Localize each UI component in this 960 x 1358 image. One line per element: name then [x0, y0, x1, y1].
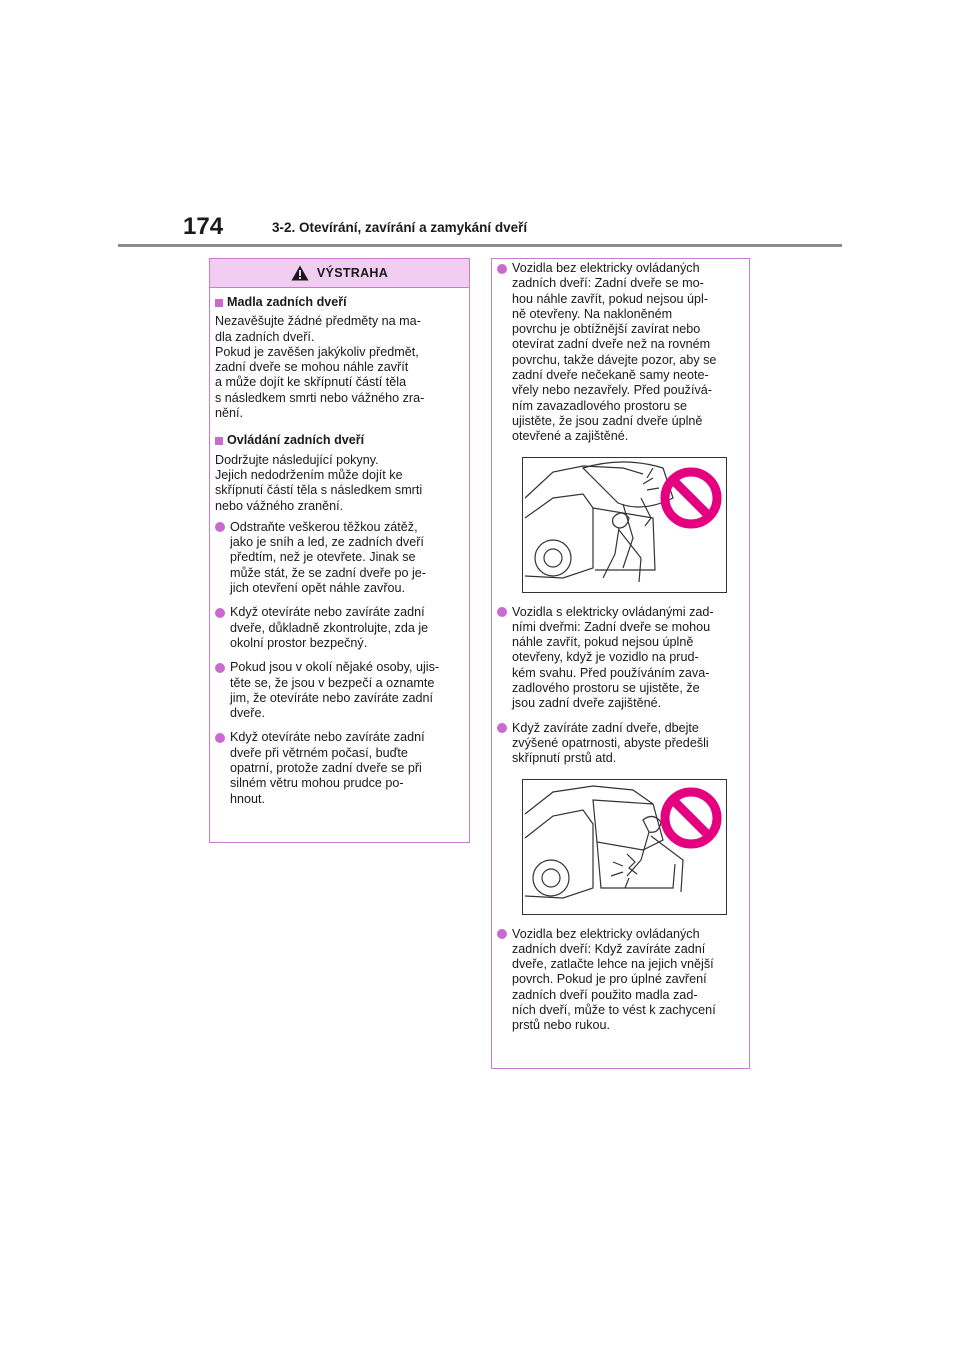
page-number: 174	[183, 213, 224, 240]
list-item	[215, 730, 464, 806]
prohibition-icon	[665, 792, 717, 844]
list-item-text: Vozidla bez elektricky ovládaných zadních dveří: Zadní dveře se mo- hou náhle zavřít, pokud nejsou úpl- ně otevřeny. Na nakloněném povrchu je obtížnější zavírat nebo otevírat zadní dveře než na rovném povrchu, takže dávejte pozor, aby se zadní dveře nečekaně samy neote- vřely nebo nezavřely. Před používá- ním zavazadlového prostoru se ujistěte, že jsou zadní dveře úplně otevřené a zajištěné.	[512, 261, 717, 444]
list-item	[497, 721, 744, 767]
round-bullet-icon	[215, 608, 225, 618]
square-bullet-icon	[215, 299, 223, 307]
list-item-text: Když zavíráte zadní dveře, dbejte zvýšené opatrnosti, abyste předešli skřípnutí prstů atd.	[512, 720, 709, 766]
round-bullet-icon	[497, 929, 507, 939]
tailgate-closing-illustration	[523, 780, 726, 914]
warning-box-left	[209, 258, 470, 843]
list-item-text: Když otevíráte nebo zavíráte zadní dveře při větrném počasí, buďte opatrní, protože zadní dveře se při silném větru mohou prudce po- hnout.	[230, 730, 425, 806]
illustration-tailgate-closing	[522, 779, 727, 915]
list-item-text: Když otevíráte nebo zavíráte zadní dveře, důkladně zkontrolujte, zda je okolní prostor bezpečný.	[230, 605, 429, 650]
section-title: 3-2. Otevírání, zavírání a zamykání dveří	[272, 220, 528, 235]
section-heading-text: Madla zadních dveří	[227, 295, 347, 309]
round-bullet-icon	[215, 522, 225, 532]
warning-triangle-icon	[291, 265, 309, 281]
list-item-text: Pokud jsou v okolí nějaké osoby, ujis- těte se, že jsou v bezpečí a oznamte jim, že otevíráte nebo zavíráte zadní dveře.	[230, 660, 440, 721]
paragraph: Nezavěšujte žádné předměty na ma- dla zadních dveří. Pokud je zavěšen jakýkoliv předmět, zadní dveře se mohou náhle zavřít a může dojít ke skřípnutí částí těla s následkem smrti nebo vážného zra- nění.	[215, 314, 425, 421]
illustration-tailgate-opening	[522, 457, 727, 593]
list-item	[497, 261, 744, 445]
list-item	[497, 927, 744, 1034]
section-heading-text: Ovládání zadních dveří	[227, 433, 365, 448]
warning-header	[210, 259, 469, 288]
list-item-text: Odstraňte veškerou těžkou zátěž, jako je sníh a led, ze zadních dveří předtím, než je otevřete. Jinak se může stát, že se zadní dveře po je- jich otevření opět náhle zavřou.	[230, 519, 427, 596]
round-bullet-icon	[497, 607, 507, 617]
list-item	[497, 605, 744, 712]
tailgate-opening-illustration	[523, 458, 726, 592]
round-bullet-icon	[497, 723, 507, 733]
list-item-text: Vozidla s elektricky ovládanými zad- ními dveřmi: Zadní dveře se mohou náhle zavřít, pokud nejsou úplně otevřeny, když je vozidlo na prud- kém svahu. Před používáním zava- zadlového prostoru se ujistěte, že jsou zadní dveře zajištěné.	[512, 604, 714, 711]
list-item	[215, 605, 464, 651]
section-heading	[215, 433, 464, 448]
list-item	[215, 520, 464, 596]
paragraph: Dodržujte následující pokyny. Jejich nedodržením může dojít ke skřípnutí částí těla s následkem smrti nebo vážného zranění.	[215, 452, 423, 513]
square-bullet-icon	[215, 437, 223, 445]
header-divider	[118, 244, 842, 247]
round-bullet-icon	[497, 264, 507, 274]
list-item	[215, 660, 464, 721]
warning-box-right	[491, 258, 750, 1069]
list-item-text: Vozidla bez elektricky ovládaných zadních dveří: Když zavíráte zadní dveře, zatlačte lehce na jejich vnější povrch. Pokud je pro úplné zavření zadních dveří použito madla zad- ních dveří, může to vést k zachycení prstů nebo rukou.	[512, 926, 716, 1033]
section-heading	[215, 295, 464, 310]
round-bullet-icon	[215, 663, 225, 673]
round-bullet-icon	[215, 733, 225, 743]
warning-title: VÝSTRAHA	[316, 266, 389, 280]
